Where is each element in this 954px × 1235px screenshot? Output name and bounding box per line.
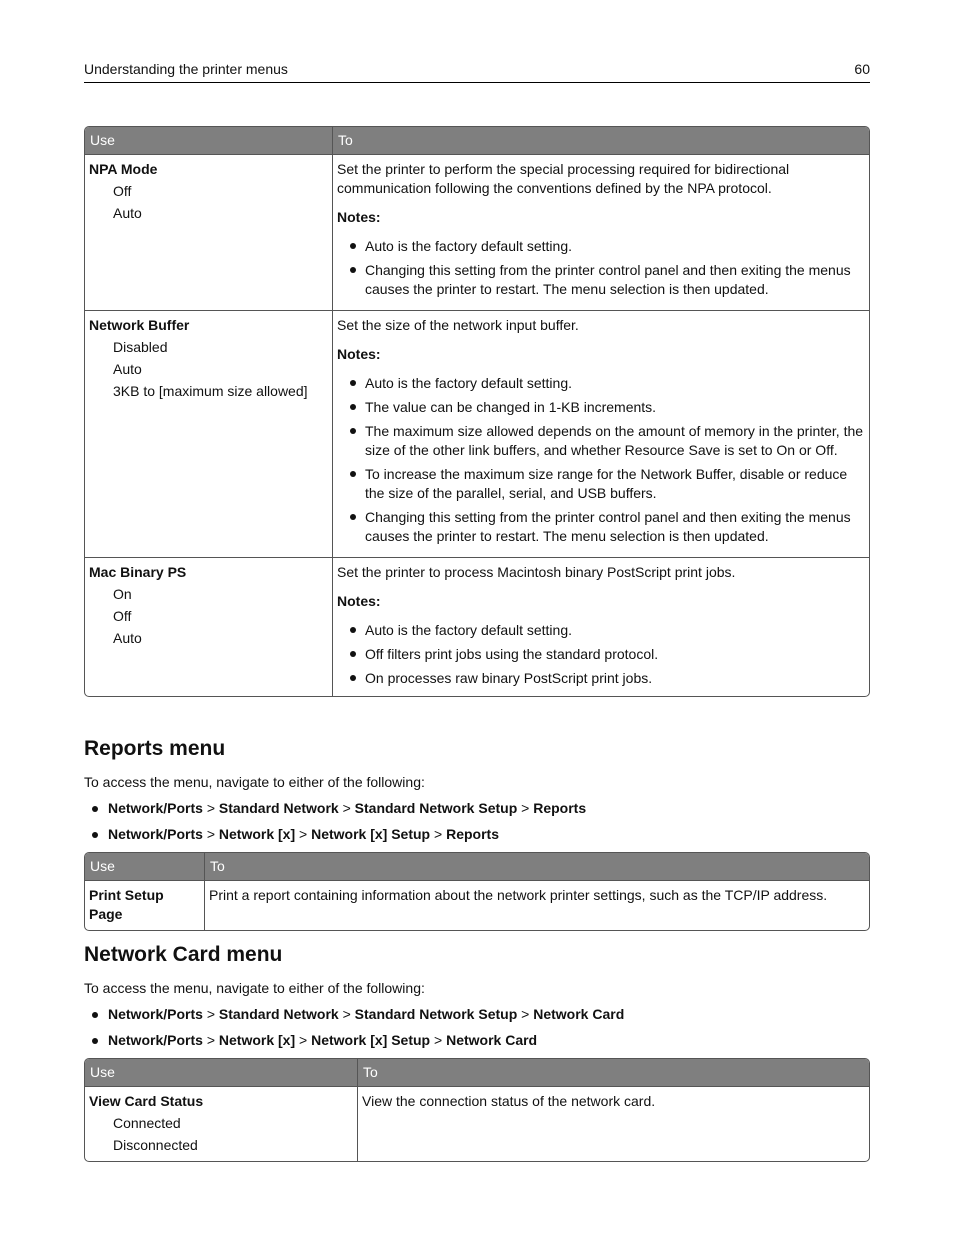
option: Disconnected [113, 1137, 198, 1153]
nav-step: Network [x] Setup [311, 826, 431, 842]
menu-item-network-buffer: Network Buffer [89, 317, 190, 333]
nav-step: Network/Ports [108, 800, 203, 816]
running-header [84, 60, 870, 83]
nav-separator: > [206, 1032, 215, 1048]
description: View the connection status of the network card. [362, 1093, 656, 1109]
col-header-use: Use [85, 853, 205, 880]
description: Set the size of the network input buffer. [337, 317, 579, 333]
col-header-use: Use [85, 127, 333, 154]
nav-step: Standard Network Setup [354, 800, 518, 816]
nav-step: Network Card [446, 1032, 538, 1048]
nav-step: Network [x] [218, 1032, 296, 1048]
reports-nav-path-2 [84, 826, 499, 842]
reports-nav-path-1 [84, 800, 586, 816]
nav-separator: > [206, 800, 215, 816]
page-number: 60 [854, 61, 870, 77]
option: Off [113, 183, 132, 199]
nav-step: Standard Network [218, 800, 339, 816]
option: 3KB to [maximum size allowed] [113, 383, 308, 399]
reports-menu-heading: Reports menu [84, 737, 226, 760]
nav-separator: > [206, 826, 215, 842]
nav-step: Network/Ports [108, 826, 203, 842]
nav-step: Reports [446, 826, 499, 842]
note: On processes raw binary PostScript print jobs. [337, 669, 865, 688]
col-header-to: To [205, 853, 869, 880]
option: Auto [113, 630, 142, 646]
col-header-to: To [333, 127, 869, 154]
menu-item-print-setup-page: Print Setup Page [89, 887, 164, 922]
note: Auto is the factory default setting. [337, 237, 865, 256]
table-row [85, 310, 869, 557]
menu-item-view-card-status: View Card Status [89, 1093, 204, 1109]
nav-separator: > [299, 1032, 308, 1048]
nav-separator: > [521, 800, 530, 816]
note: The value can be changed in 1-KB increments. [337, 398, 865, 417]
nav-step: Reports [533, 800, 587, 816]
note: Changing this setting from the printer control panel and then exiting the menus causes the printer to restart. The menu selection is then updated. [337, 261, 865, 299]
note: Off filters print jobs using the standard protocol. [337, 645, 865, 664]
note: The maximum size allowed depends on the amount of memory in the printer, the size of the other link buffers, and whether Resource Save is set to On or Off. [337, 422, 865, 460]
network-card-menu-heading: Network Card menu [84, 943, 283, 966]
note: Auto is the factory default setting. [337, 621, 865, 640]
nav-separator: > [299, 826, 308, 842]
notes-label: Notes: [337, 593, 381, 609]
to-cell [333, 310, 869, 557]
description: Set the printer to process Macintosh binary PostScript print jobs. [337, 564, 736, 580]
note: Changing this setting from the printer control panel and then exiting the menus causes the printer to restart. The menu selection is then updated. [337, 508, 865, 546]
option: Auto [113, 361, 142, 377]
network-card-table [84, 1058, 870, 1162]
network-card-nav-path-2 [84, 1032, 537, 1048]
col-header-use: Use [85, 1059, 358, 1086]
menu-item-mac-binary-ps: Mac Binary PS [89, 564, 187, 580]
notes-list [337, 374, 865, 546]
header-title: Understanding the printer menus [84, 61, 288, 77]
table-row [85, 1086, 869, 1161]
nav-step: Standard Network [218, 1006, 339, 1022]
notes-label: Notes: [337, 346, 381, 362]
col-header-to: To [358, 1059, 869, 1086]
network-card-nav-path-1 [84, 1006, 624, 1022]
to-cell [358, 1086, 869, 1161]
use-cell [85, 154, 333, 310]
nav-step: Standard Network Setup [354, 1006, 518, 1022]
use-cell [85, 880, 205, 930]
nav-separator: > [206, 1006, 215, 1022]
reports-table [84, 852, 870, 931]
menu-item-npa-mode: NPA Mode [89, 161, 158, 177]
option: On [113, 586, 132, 602]
notes-label: Notes: [337, 209, 381, 225]
option: Off [113, 608, 132, 624]
note: To increase the maximum size range for the Network Buffer, disable or reduce the size of the parallel, serial, and USB buffers. [337, 465, 865, 503]
to-cell [333, 154, 869, 310]
nav-step: Network Card [533, 1006, 625, 1022]
network-card-intro: To access the menu, navigate to either of the following: [84, 980, 425, 996]
use-cell [85, 1086, 358, 1161]
notes-list [337, 621, 865, 688]
nav-separator: > [342, 1006, 351, 1022]
nav-step: Network/Ports [108, 1032, 203, 1048]
nav-step: Network [x] Setup [311, 1032, 431, 1048]
use-cell [85, 310, 333, 557]
use-cell [85, 557, 333, 696]
description: Print a report containing information about the network printer settings, such as the TCP/IP address. [209, 887, 828, 903]
notes-list [337, 237, 865, 299]
nav-separator: > [434, 1032, 443, 1048]
option: Connected [113, 1115, 181, 1131]
network-settings-table [84, 126, 870, 697]
nav-separator: > [521, 1006, 530, 1022]
nav-separator: > [434, 826, 443, 842]
to-cell [333, 557, 869, 696]
option: Disabled [113, 339, 168, 355]
nav-separator: > [342, 800, 351, 816]
nav-step: Network/Ports [108, 1006, 203, 1022]
to-cell [205, 880, 869, 930]
note: Auto is the factory default setting. [337, 374, 865, 393]
table-row [85, 880, 869, 930]
option: Auto [113, 205, 142, 221]
description: Set the printer to perform the special processing required for bidirectional communication following the conventions defined by the NPA protocol. [337, 161, 790, 196]
table-row [85, 154, 869, 310]
reports-intro: To access the menu, navigate to either of the following: [84, 774, 425, 790]
table-row [85, 557, 869, 696]
nav-step: Network [x] [218, 826, 296, 842]
